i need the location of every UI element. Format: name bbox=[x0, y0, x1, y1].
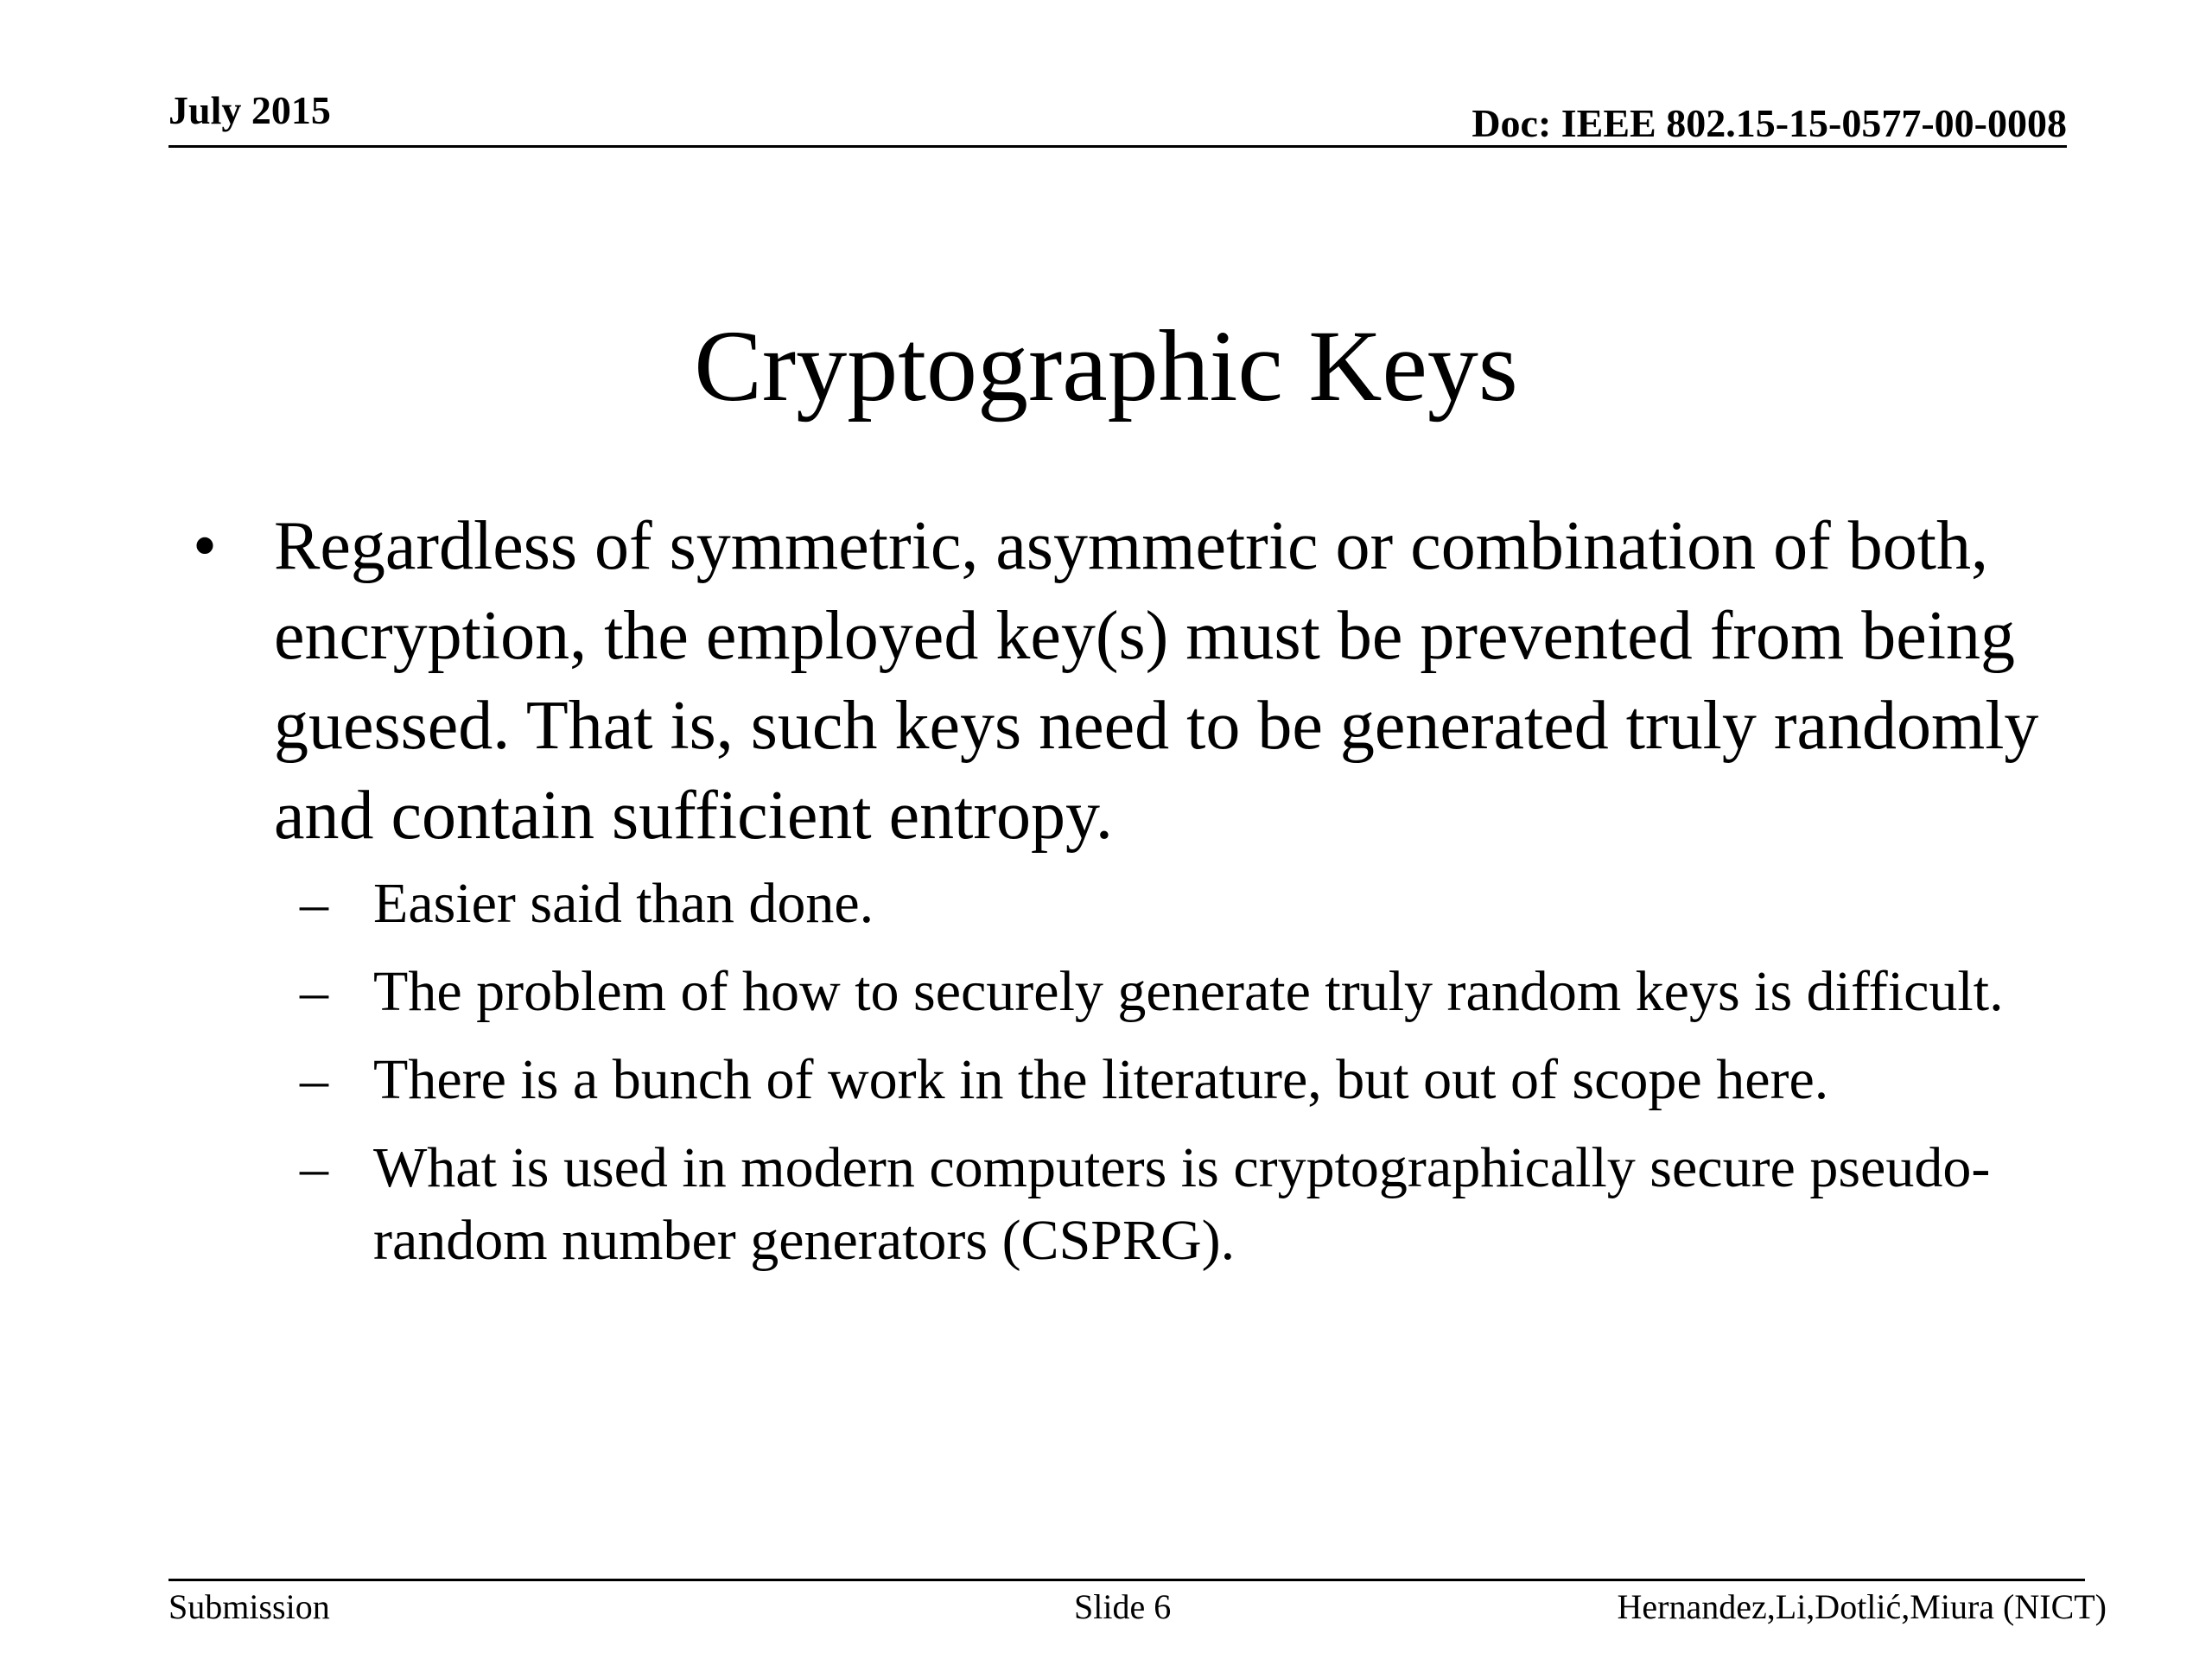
header-divider bbox=[168, 145, 2067, 148]
dash-icon: – bbox=[300, 872, 328, 935]
header-date: July 2015 bbox=[168, 88, 331, 132]
slide-title: Cryptographic Keys bbox=[694, 309, 1518, 423]
sub-bullet-text: What is used in modern computers is cryptographically secure pseudo-random number generators (CSPRG). bbox=[373, 1136, 1991, 1272]
header-doc-id: Doc: IEEE 802.15-15-0577-00-0008 bbox=[1471, 101, 2067, 145]
footer-authors: Hernandez,Li,Dotlić,Miura (NICT) bbox=[1617, 1587, 2107, 1626]
dash-icon: – bbox=[300, 1136, 328, 1199]
sub-bullet-item bbox=[177, 1132, 2078, 1277]
sub-bullet-item bbox=[177, 868, 2078, 940]
dash-icon: – bbox=[300, 1048, 328, 1111]
bullet-icon: • bbox=[193, 508, 218, 584]
footer-divider bbox=[168, 1579, 2085, 1581]
sub-bullet-text: There is a bunch of work in the literature, but out of scope here. bbox=[373, 1048, 1829, 1111]
sub-bullet-text: The problem of how to securely generate truly random keys is difficult. bbox=[373, 960, 2004, 1023]
footer-submission: Submission bbox=[168, 1587, 330, 1626]
sub-bullet-item bbox=[177, 956, 2078, 1028]
sub-bullet-item bbox=[177, 1044, 2078, 1116]
footer-slide-number: Slide 6 bbox=[1074, 1587, 1172, 1626]
dash-icon: – bbox=[300, 960, 328, 1023]
bullet-item bbox=[177, 501, 2078, 861]
sub-bullet-text: Easier said than done. bbox=[373, 872, 874, 935]
slide-body bbox=[177, 501, 2078, 1277]
bullet-text: Regardless of symmetric, asymmetric or combination of both, encryption, the employed key(s) must be prevented from being guessed. That is, such keys need to be generated truly randomly and contain sufficient entropy. bbox=[274, 508, 2039, 854]
